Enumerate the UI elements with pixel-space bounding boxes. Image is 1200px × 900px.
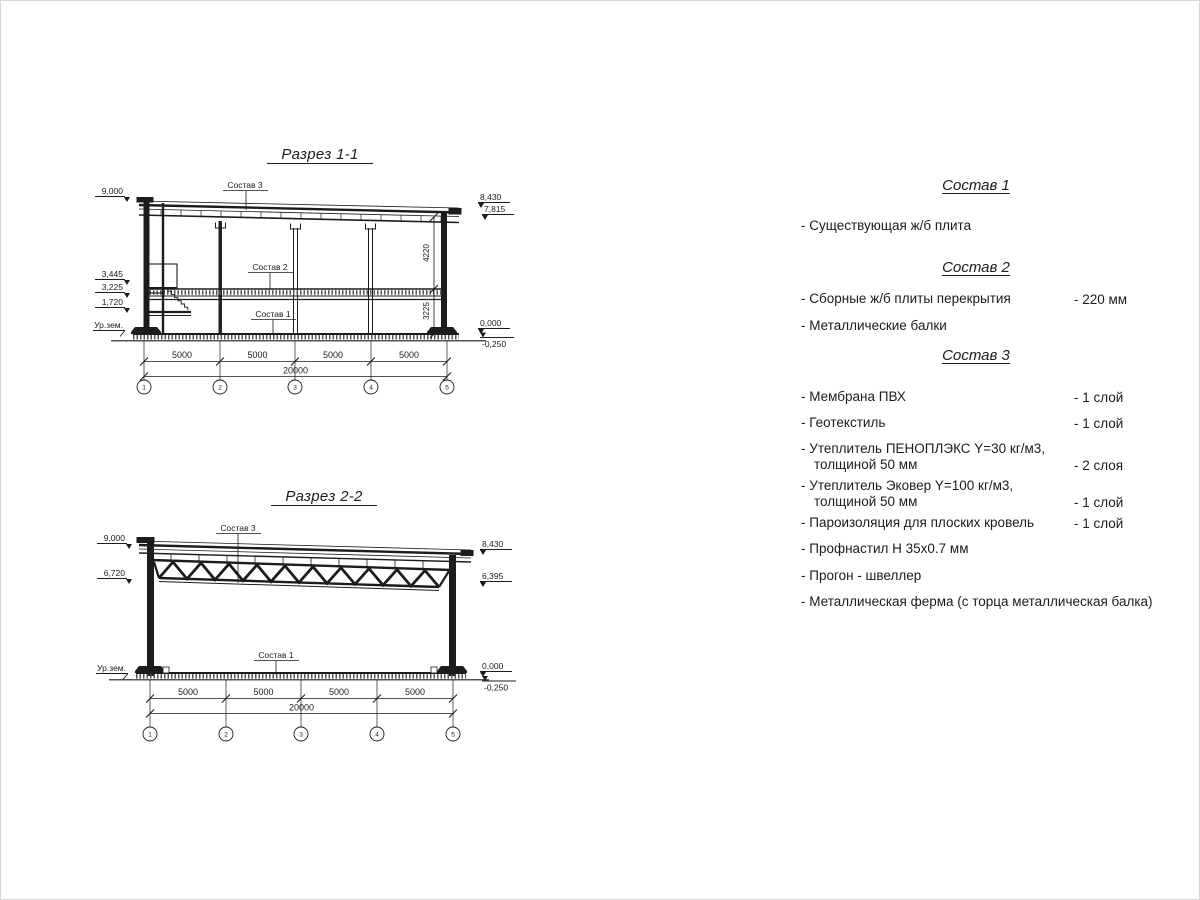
grid-bubble-number: 2 — [218, 384, 222, 392]
grid-bubble-number: 4 — [375, 731, 379, 739]
elevation-mark: 6,395 — [482, 571, 504, 581]
legend-item — [801, 541, 1156, 557]
elevation-mark: 8,430 — [480, 192, 502, 202]
callout-label: Состав 3 — [220, 523, 256, 533]
legend-item — [801, 515, 1156, 531]
elevation-mark: 9,000 — [103, 533, 125, 543]
elevation-mark: 9,000 — [101, 186, 123, 196]
legend-item-text: - Прогон - швеллер — [801, 568, 922, 583]
dimension-chain — [146, 680, 457, 727]
elevation-mark: -0,250 — [482, 339, 507, 349]
legend-item-text: - Утеплитель Эковер Y=100 кг/м3, толщиной 50 мм — [801, 478, 1014, 509]
legend-item-value: - 220 мм — [1074, 292, 1128, 307]
span-dimension: 5000 — [398, 350, 420, 360]
grid-bubble-number: 1 — [148, 731, 152, 739]
callout-sostav1 — [251, 309, 296, 334]
section-2-2-drawing — [81, 479, 541, 751]
elevation-marks-right — [478, 192, 514, 349]
staircase — [147, 203, 191, 334]
roof-structure — [137, 538, 473, 563]
ground-slab — [109, 666, 489, 680]
span-dimension: 5000 — [177, 687, 199, 697]
callout-sostav2 — [248, 262, 293, 289]
legend-item-text: - Сборные ж/б плиты перекрытия — [801, 291, 1011, 306]
dimension-label: 4220 — [422, 244, 431, 262]
grid-bubble-number: 4 — [369, 384, 373, 392]
material-legend — [796, 171, 1156, 631]
roof-structure — [137, 198, 461, 223]
legend-heading-sostav3: Состав 3 — [942, 347, 1010, 364]
legend-item — [801, 291, 1156, 307]
section-2-2-title: Разрез 2-2 — [285, 488, 363, 505]
columns — [147, 543, 456, 676]
legend-item-text: - Геотекстиль — [801, 415, 886, 430]
elevation-mark: 3,225 — [101, 282, 123, 292]
grid-bubble-number: 3 — [299, 731, 303, 739]
ground-level-label: Ур.зем. — [94, 320, 123, 330]
total-dimension: 20000 — [282, 365, 309, 376]
legend-item-value: - 2 слоя — [1074, 458, 1124, 473]
legend-item — [801, 218, 1156, 234]
grid-bubbles — [143, 727, 460, 741]
elevation-mark: -0,250 — [484, 682, 509, 693]
span-dimension: 5000 — [247, 350, 268, 360]
elevation-marks-right — [480, 539, 516, 693]
grid-bubble-number: 1 — [142, 384, 146, 392]
grid-bubble-number: 5 — [445, 384, 449, 392]
span-dimension: 5000 — [322, 350, 344, 360]
callout-label: Состав 3 — [227, 180, 263, 190]
legend-item-text: - Металлическая ферма (с торца металлическая балка) — [801, 594, 1153, 609]
legend-item-value: - 1 слой — [1074, 495, 1124, 510]
legend-item-text: - Пароизоляция для плоских кровель — [801, 515, 1035, 530]
elevation-mark: 8,430 — [482, 539, 504, 549]
legend-heading-sostav2: Состав 2 — [942, 259, 1010, 276]
grid-bubble-number: 2 — [224, 731, 228, 739]
legend-item-value: - 1 слой — [1074, 390, 1124, 405]
callout-label: Состав 2 — [252, 262, 288, 272]
legend-heading-sostav1: Состав 1 — [942, 177, 1010, 194]
legend-item — [801, 568, 1156, 584]
grid-bubbles — [137, 380, 454, 394]
legend-item-value: - 1 слой — [1074, 516, 1124, 531]
elevation-mark: 7,815 — [484, 204, 506, 214]
grid-bubble-number: 5 — [451, 731, 455, 739]
callout-label: Состав 1 — [258, 650, 294, 660]
floor-slab — [150, 289, 442, 300]
dimension-chain — [140, 341, 451, 381]
callout-label: Состав 1 — [255, 309, 291, 319]
legend-item — [801, 415, 1156, 431]
elevation-mark: 6,720 — [103, 568, 125, 578]
span-dimension: 5000 — [404, 687, 426, 697]
roof-truss — [151, 554, 451, 591]
ground-level-label: Ур.зем. — [97, 663, 126, 673]
elevation-marks-left — [93, 186, 130, 337]
legend-item-text: - Металлические балки — [801, 318, 947, 333]
grid-bubble-number: 3 — [293, 384, 297, 392]
legend-item — [801, 389, 1156, 405]
legend-item-value: - 1 слой — [1074, 416, 1124, 431]
total-dimension: 20000 — [288, 702, 315, 713]
span-dimension: 5000 — [328, 687, 350, 697]
legend-item — [801, 594, 1156, 610]
legend-item — [801, 441, 1156, 472]
section-1-1-title: Разрез 1-1 — [281, 146, 359, 163]
section-1-1-drawing — [81, 139, 541, 401]
elevation-marks-left — [96, 533, 132, 680]
elevation-mark: 1,720 — [101, 297, 123, 307]
span-dimension: 5000 — [253, 687, 274, 697]
legend-item — [801, 318, 1156, 334]
legend-item-text: - Мембрана ПВХ — [801, 389, 906, 404]
ground-slab — [111, 327, 486, 341]
elevation-mark: 3,445 — [101, 269, 123, 279]
legend-item-text: - Утеплитель ПЕНОПЛЭКС Y=30 кг/м3, толщиной 50 мм — [801, 441, 1046, 472]
legend-item — [801, 478, 1156, 509]
vertical-dimension — [422, 213, 438, 338]
legend-item-text: - Профнастил Н 35х0.7 мм — [801, 541, 969, 556]
elevation-mark: 0,000 — [482, 661, 504, 671]
span-dimension: 5000 — [171, 350, 193, 360]
callout-sostav1 — [254, 650, 299, 675]
elevation-mark: 0,000 — [480, 318, 502, 328]
callout-sostav3 — [223, 180, 268, 210]
dimension-label: 3225 — [422, 302, 431, 320]
legend-item-text: - Существующая ж/б плита — [801, 218, 972, 233]
